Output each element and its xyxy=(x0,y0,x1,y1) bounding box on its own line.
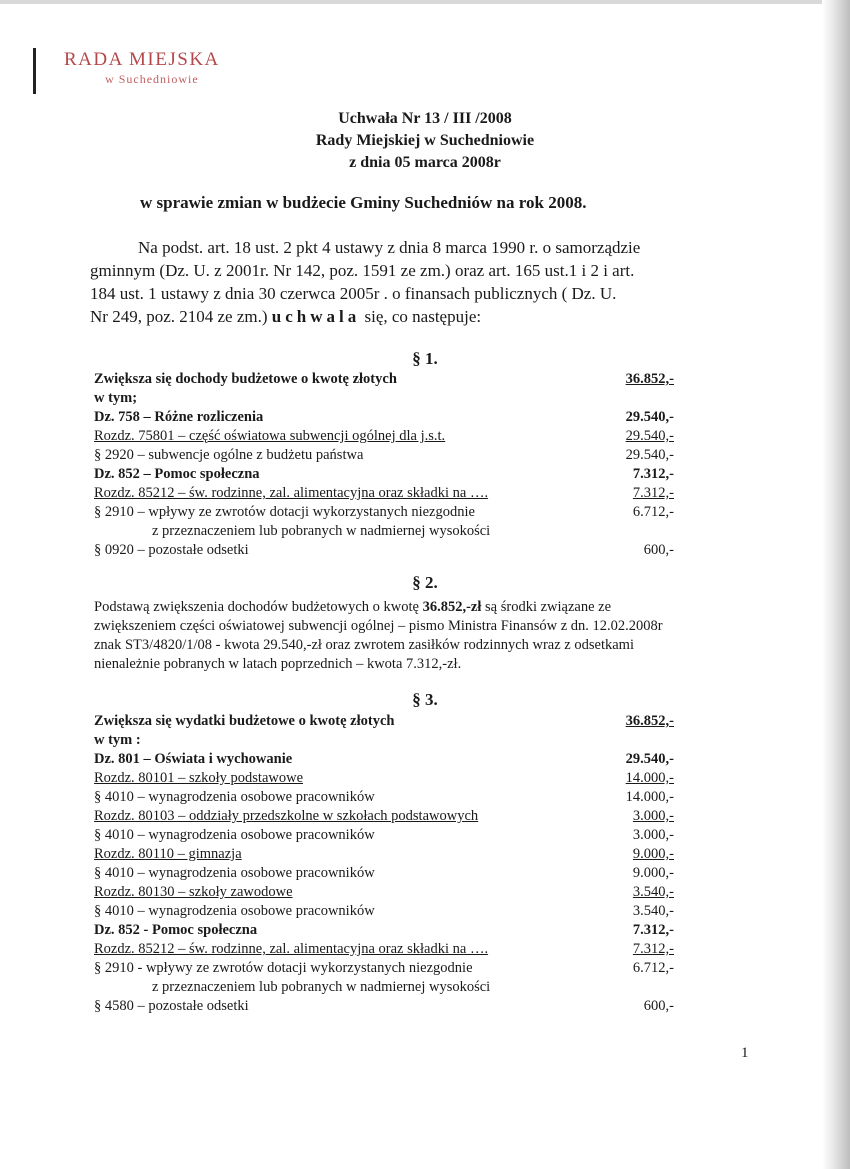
budget-row-label: § 4010 – wynagrodzenia osobowe pracowników xyxy=(94,865,375,881)
budget-row xyxy=(94,922,674,941)
budget-row xyxy=(94,504,674,523)
budget-row xyxy=(94,466,674,485)
section-1-title: § 1. xyxy=(412,349,438,368)
intro-line-4-end: się, co następuje: xyxy=(364,307,482,326)
budget-row-amount: 3.000,- xyxy=(632,808,674,824)
budget-row xyxy=(94,770,674,789)
budget-row-label: w tym; xyxy=(94,390,138,406)
budget-row xyxy=(94,732,674,751)
budget-row xyxy=(94,371,674,390)
budget-row-amount: 9.000,- xyxy=(632,865,674,881)
budget-row-label: § 4010 – wynagrodzenia osobowe pracowników xyxy=(94,903,375,919)
budget-row-amount: 7.312,- xyxy=(632,941,674,957)
budget-row-label: Rozdz. 85212 – św. rodzinne, zal. alimentacyjna oraz składki na …. xyxy=(94,485,489,501)
budget-row-amount: 9.000,- xyxy=(632,846,674,862)
budget-row xyxy=(94,941,674,960)
budget-row-label: § 4580 – pozostałe odsetki xyxy=(94,998,249,1014)
budget-row-amount: 36.852,- xyxy=(625,371,674,387)
budget-row-label: Zwiększa się dochody budżetowe o kwotę złotych xyxy=(94,371,397,387)
resolution-number: Uchwała Nr 13 / III /2008 xyxy=(338,110,512,127)
budget-row-amount: 6.712,- xyxy=(632,504,674,520)
section-2-line-3: znak ST3/4820/1/08 - kwota 29.540,-zł oraz zwrotem zasiłków rodzinnych wraz z odsetkami xyxy=(94,637,634,653)
stamp-line-1: RADA MIEJSKA xyxy=(64,49,220,70)
budget-row-label: z przeznaczeniem lub pobranych w nadmiernej wysokości xyxy=(152,979,491,995)
budget-row xyxy=(94,789,674,808)
scan-top-edge xyxy=(0,0,850,4)
budget-row xyxy=(94,485,674,504)
budget-row xyxy=(94,447,674,466)
budget-row-label: § 4010 – wynagrodzenia osobowe pracowników xyxy=(94,827,375,843)
budget-row-label: § 2920 – subwencje ogólne z budżetu państwa xyxy=(94,447,364,463)
section-3-title: § 3. xyxy=(412,690,438,709)
intro-line-2: gminnym (Dz. U. z 2001r. Nr 142, poz. 1591 ze zm.) oraz art. 165 ust.1 i 2 i art. xyxy=(90,261,635,280)
budget-row-amount: 600,- xyxy=(643,542,674,558)
council-name: Rady Miejskiej w Suchedniowie xyxy=(315,132,535,149)
budget-row-label: § 0920 – pozostałe odsetki xyxy=(94,542,249,558)
budget-row-label: Rozdz. 85212 – św. rodzinne, zal. alimentacyjna oraz składki na …. xyxy=(94,941,489,957)
resolution-date: z dnia 05 marca 2008r xyxy=(349,154,501,171)
budget-row xyxy=(94,390,674,409)
budget-row-amount: 14.000,- xyxy=(625,789,674,805)
budget-row-label: Rozdz. 80101 – szkoły podstawowe xyxy=(94,770,304,786)
resolves-word: uchwala xyxy=(271,307,361,326)
section-2-line-1-start: Podstawą zwiększenia dochodów budżetowych o kwotę xyxy=(94,599,419,615)
budget-row-label: w tym : xyxy=(94,732,141,748)
section-2-line-1 xyxy=(94,598,744,617)
budget-row xyxy=(94,808,674,827)
budget-row-label: § 2910 – wpływy ze zwrotów dotacji wykorzystanych niezgodnie xyxy=(94,504,475,520)
council-stamp xyxy=(64,48,220,87)
budget-row-amount: 29.540,- xyxy=(625,751,674,767)
budget-row xyxy=(94,998,674,1017)
budget-row-amount: 29.540,- xyxy=(625,409,674,425)
budget-row xyxy=(94,865,674,884)
budget-row-amount: 7.312,- xyxy=(632,466,674,482)
section-2-amount: 36.852,-zł xyxy=(422,599,482,615)
budget-row xyxy=(94,979,674,998)
margin-pen-mark xyxy=(33,48,36,94)
budget-row-amount: 36.852,- xyxy=(625,713,674,729)
budget-row-label: z przeznaczeniem lub pobranych w nadmiernej wysokości xyxy=(152,523,491,539)
budget-row-amount: 7.312,- xyxy=(632,922,674,938)
section-2-title: § 2. xyxy=(412,573,438,592)
budget-row xyxy=(94,903,674,922)
budget-row-label: Rozdz. 80110 – gimnazja xyxy=(94,846,242,862)
budget-row-label: Dz. 801 – Oświata i wychowanie xyxy=(94,751,293,767)
intro-line-4 xyxy=(90,305,730,328)
budget-row-label: Rozdz. 80130 – szkoły zawodowe xyxy=(94,884,293,900)
budget-row-label: Dz. 852 - Pomoc społeczna xyxy=(94,922,258,938)
budget-row-label: Zwiększa się wydatki budżetowe o kwotę złotych xyxy=(94,713,395,729)
budget-row-amount: 6.712,- xyxy=(632,960,674,976)
section-2-line-2: zwiększeniem części oświatowej subwencji ogólnej – pismo Ministra Finansów z dn. 12.02.2008r xyxy=(94,618,663,634)
budget-row-amount: 29.540,- xyxy=(625,428,674,444)
budget-row-label: § 4010 – wynagrodzenia osobowe pracowników xyxy=(94,789,375,805)
budget-row-label: Dz. 758 – Różne rozliczenia xyxy=(94,409,264,425)
budget-row-amount: 14.000,- xyxy=(625,770,674,786)
budget-row-amount: 29.540,- xyxy=(625,447,674,463)
legal-basis-paragraph xyxy=(90,236,730,328)
budget-row-amount: 3.000,- xyxy=(632,827,674,843)
budget-row xyxy=(94,827,674,846)
budget-row-amount: 600,- xyxy=(643,998,674,1014)
section-2-line-1-end: są środki związane ze xyxy=(485,599,612,615)
budget-row xyxy=(94,713,674,732)
budget-row xyxy=(94,428,674,447)
section-2-line-4: nienależnie pobranych w latach poprzednich – kwota 7.312,-zł. xyxy=(94,656,462,672)
budget-row xyxy=(94,542,674,561)
budget-row-label: Rozdz. 80103 – oddziały przedszkolne w szkołach podstawowych xyxy=(94,808,479,824)
budget-row xyxy=(94,884,674,903)
budget-row xyxy=(94,409,674,428)
budget-row xyxy=(94,523,674,542)
budget-row xyxy=(94,751,674,770)
budget-row-label: Rozdz. 75801 – część oświatowa subwencji ogólnej dla j.s.t. xyxy=(94,428,446,444)
intro-line-3: 184 ust. 1 ustawy z dnia 30 czerwca 2005r . o finansach publicznych ( Dz. U. xyxy=(90,284,617,303)
budget-row-amount: 3.540,- xyxy=(632,903,674,919)
budget-row xyxy=(94,960,674,979)
section-2-text xyxy=(94,598,744,674)
intro-line-1: Na podst. art. 18 ust. 2 pkt 4 ustawy z dnia 8 marca 1990 r. o samorządzie xyxy=(138,238,641,257)
intro-line-4-start: Nr 249, poz. 2104 ze zm.) xyxy=(90,307,268,326)
budget-row-amount: 7.312,- xyxy=(632,485,674,501)
budget-row-amount: 3.540,- xyxy=(632,884,674,900)
page-number: 1 xyxy=(741,1045,749,1061)
budget-row-label: § 2910 - wpływy ze zwrotów dotacji wykorzystanych niezgodnie xyxy=(94,960,473,976)
resolution-subject: w sprawie zmian w budżecie Gminy Suchedniów na rok 2008. xyxy=(140,193,587,212)
stamp-line-2: w Suchedniowie xyxy=(105,72,199,86)
budget-row-label: Dz. 852 – Pomoc społeczna xyxy=(94,466,260,482)
budget-row xyxy=(94,846,674,865)
